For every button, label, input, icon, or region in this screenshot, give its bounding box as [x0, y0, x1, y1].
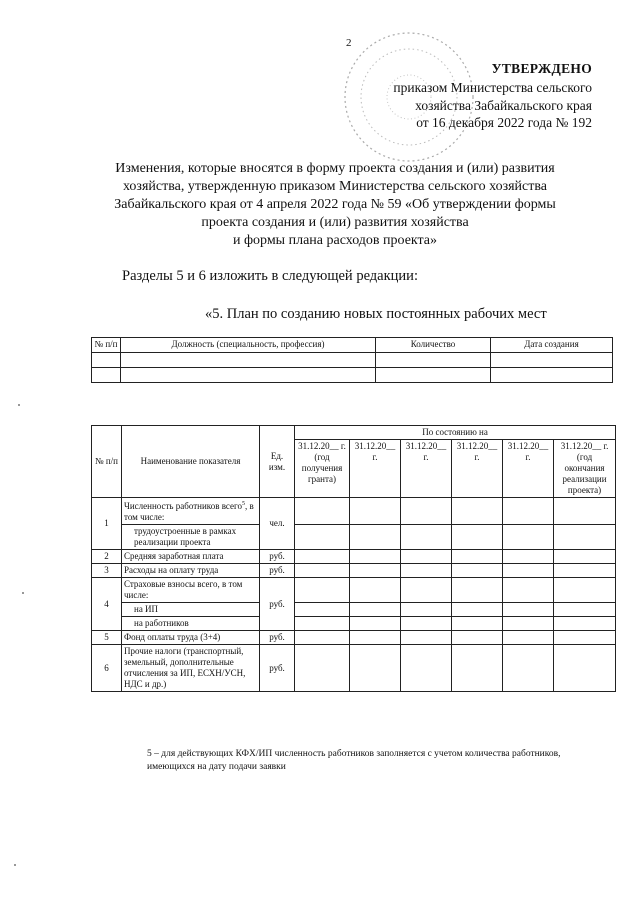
indicators-table	[91, 425, 616, 692]
row-subitem: трудоустроенные в рамках реализации проекта	[122, 525, 260, 550]
scan-speck	[22, 592, 24, 594]
t2-date-6: 31.12.20__ г. (год окончания реализации проекта)	[554, 440, 616, 498]
t2-date-3: 31.12.20__ г.	[401, 440, 452, 498]
scan-speck	[18, 404, 20, 406]
table-row	[92, 550, 616, 564]
heading-line-3: Забайкальского края от 4 апреля 2022 года № 59 «Об утверждении формы	[114, 197, 556, 212]
t2-header-state: По состоянию на	[295, 426, 616, 440]
row-no: 4	[92, 578, 122, 631]
heading-line-1: Изменения, которые вносятся в форму проекта создания и (или) развития	[115, 161, 555, 176]
row-no: 5	[92, 631, 122, 645]
row-name: Страховые взносы всего, в том числе:	[122, 578, 260, 603]
approval-title: УТВЕРЖДЕНО	[491, 61, 592, 76]
row-no: 3	[92, 564, 122, 578]
row-subitem: на работников	[122, 617, 260, 631]
approval-line-1: приказом Министерства сельского	[393, 80, 592, 95]
row-unit: руб.	[260, 578, 295, 631]
page-number: 2	[346, 37, 352, 49]
t2-header-no: № п/п	[92, 426, 122, 498]
heading-line-5: и формы плана расходов проекта»	[232, 233, 438, 248]
row-unit: руб.	[260, 645, 295, 692]
row-unit: руб.	[260, 550, 295, 564]
table-row	[92, 578, 616, 603]
t2-date-2: 31.12.20__ г.	[350, 440, 401, 498]
table-row	[92, 525, 616, 550]
footnote: 5 – для действующих КФХ/ИП численность работников заполняется с учетом количества работников, имеющихся на дату подачи заявки	[147, 749, 561, 772]
t2-header-name: Наименование показателя	[122, 426, 260, 498]
table-row	[92, 645, 616, 692]
row-name: Фонд оплаты труда (3+4)	[122, 631, 260, 645]
t1-header-position: Должность (специальность, профессия)	[121, 338, 376, 353]
row-no: 1	[92, 498, 122, 550]
row-no: 2	[92, 550, 122, 564]
section-5-title: «5. План по созданию новых постоянных рабочих мест	[205, 306, 547, 322]
table-row	[92, 353, 613, 368]
heading-line-2: хозяйства, утвержденную приказом Министерства сельского хозяйства	[122, 179, 548, 194]
row-no: 6	[92, 645, 122, 692]
row-name: Расходы на оплату труда	[122, 564, 260, 578]
t2-date-4: 31.12.20__ г.	[452, 440, 503, 498]
scan-speck	[14, 864, 16, 866]
heading-line-4: проекта создания и (или) развития хозяйства	[201, 215, 469, 230]
table-row	[92, 368, 613, 383]
table-row	[92, 603, 616, 617]
approval-line-2: хозяйства Забайкальского края	[415, 98, 592, 113]
row-unit: чел.	[260, 498, 295, 550]
table-row	[92, 564, 616, 578]
t2-date-1: 31.12.20__ г. (год получения гранта)	[295, 440, 350, 498]
row-name: Численность работников всего$^5$, в том числе:	[122, 498, 260, 525]
approval-line-3: от 16 декабря 2022 года № 192	[416, 115, 592, 130]
row-unit: руб.	[260, 564, 295, 578]
row-name: Средняя заработная плата	[122, 550, 260, 564]
document-heading	[60, 160, 610, 250]
new-jobs-table	[91, 337, 613, 383]
sections-instruction: Разделы 5 и 6 изложить в следующей редакции:	[122, 268, 418, 284]
table-row	[92, 498, 616, 525]
t1-header-quantity: Количество	[376, 338, 491, 353]
t1-header-no: № п/п	[92, 338, 121, 353]
t2-header-unit: Ед. изм.	[260, 426, 295, 498]
table-row	[92, 617, 616, 631]
row-subitem: на ИП	[122, 603, 260, 617]
row-name: Прочие налоги (транспортный, земельный, дополнительные отчисления за ИП, ЕСХН/УСН, НДС и др.)	[122, 645, 260, 692]
row-unit: руб.	[260, 631, 295, 645]
t2-date-5: 31.12.20__ г.	[503, 440, 554, 498]
table-row	[92, 631, 616, 645]
t1-header-date: Дата создания	[491, 338, 613, 353]
